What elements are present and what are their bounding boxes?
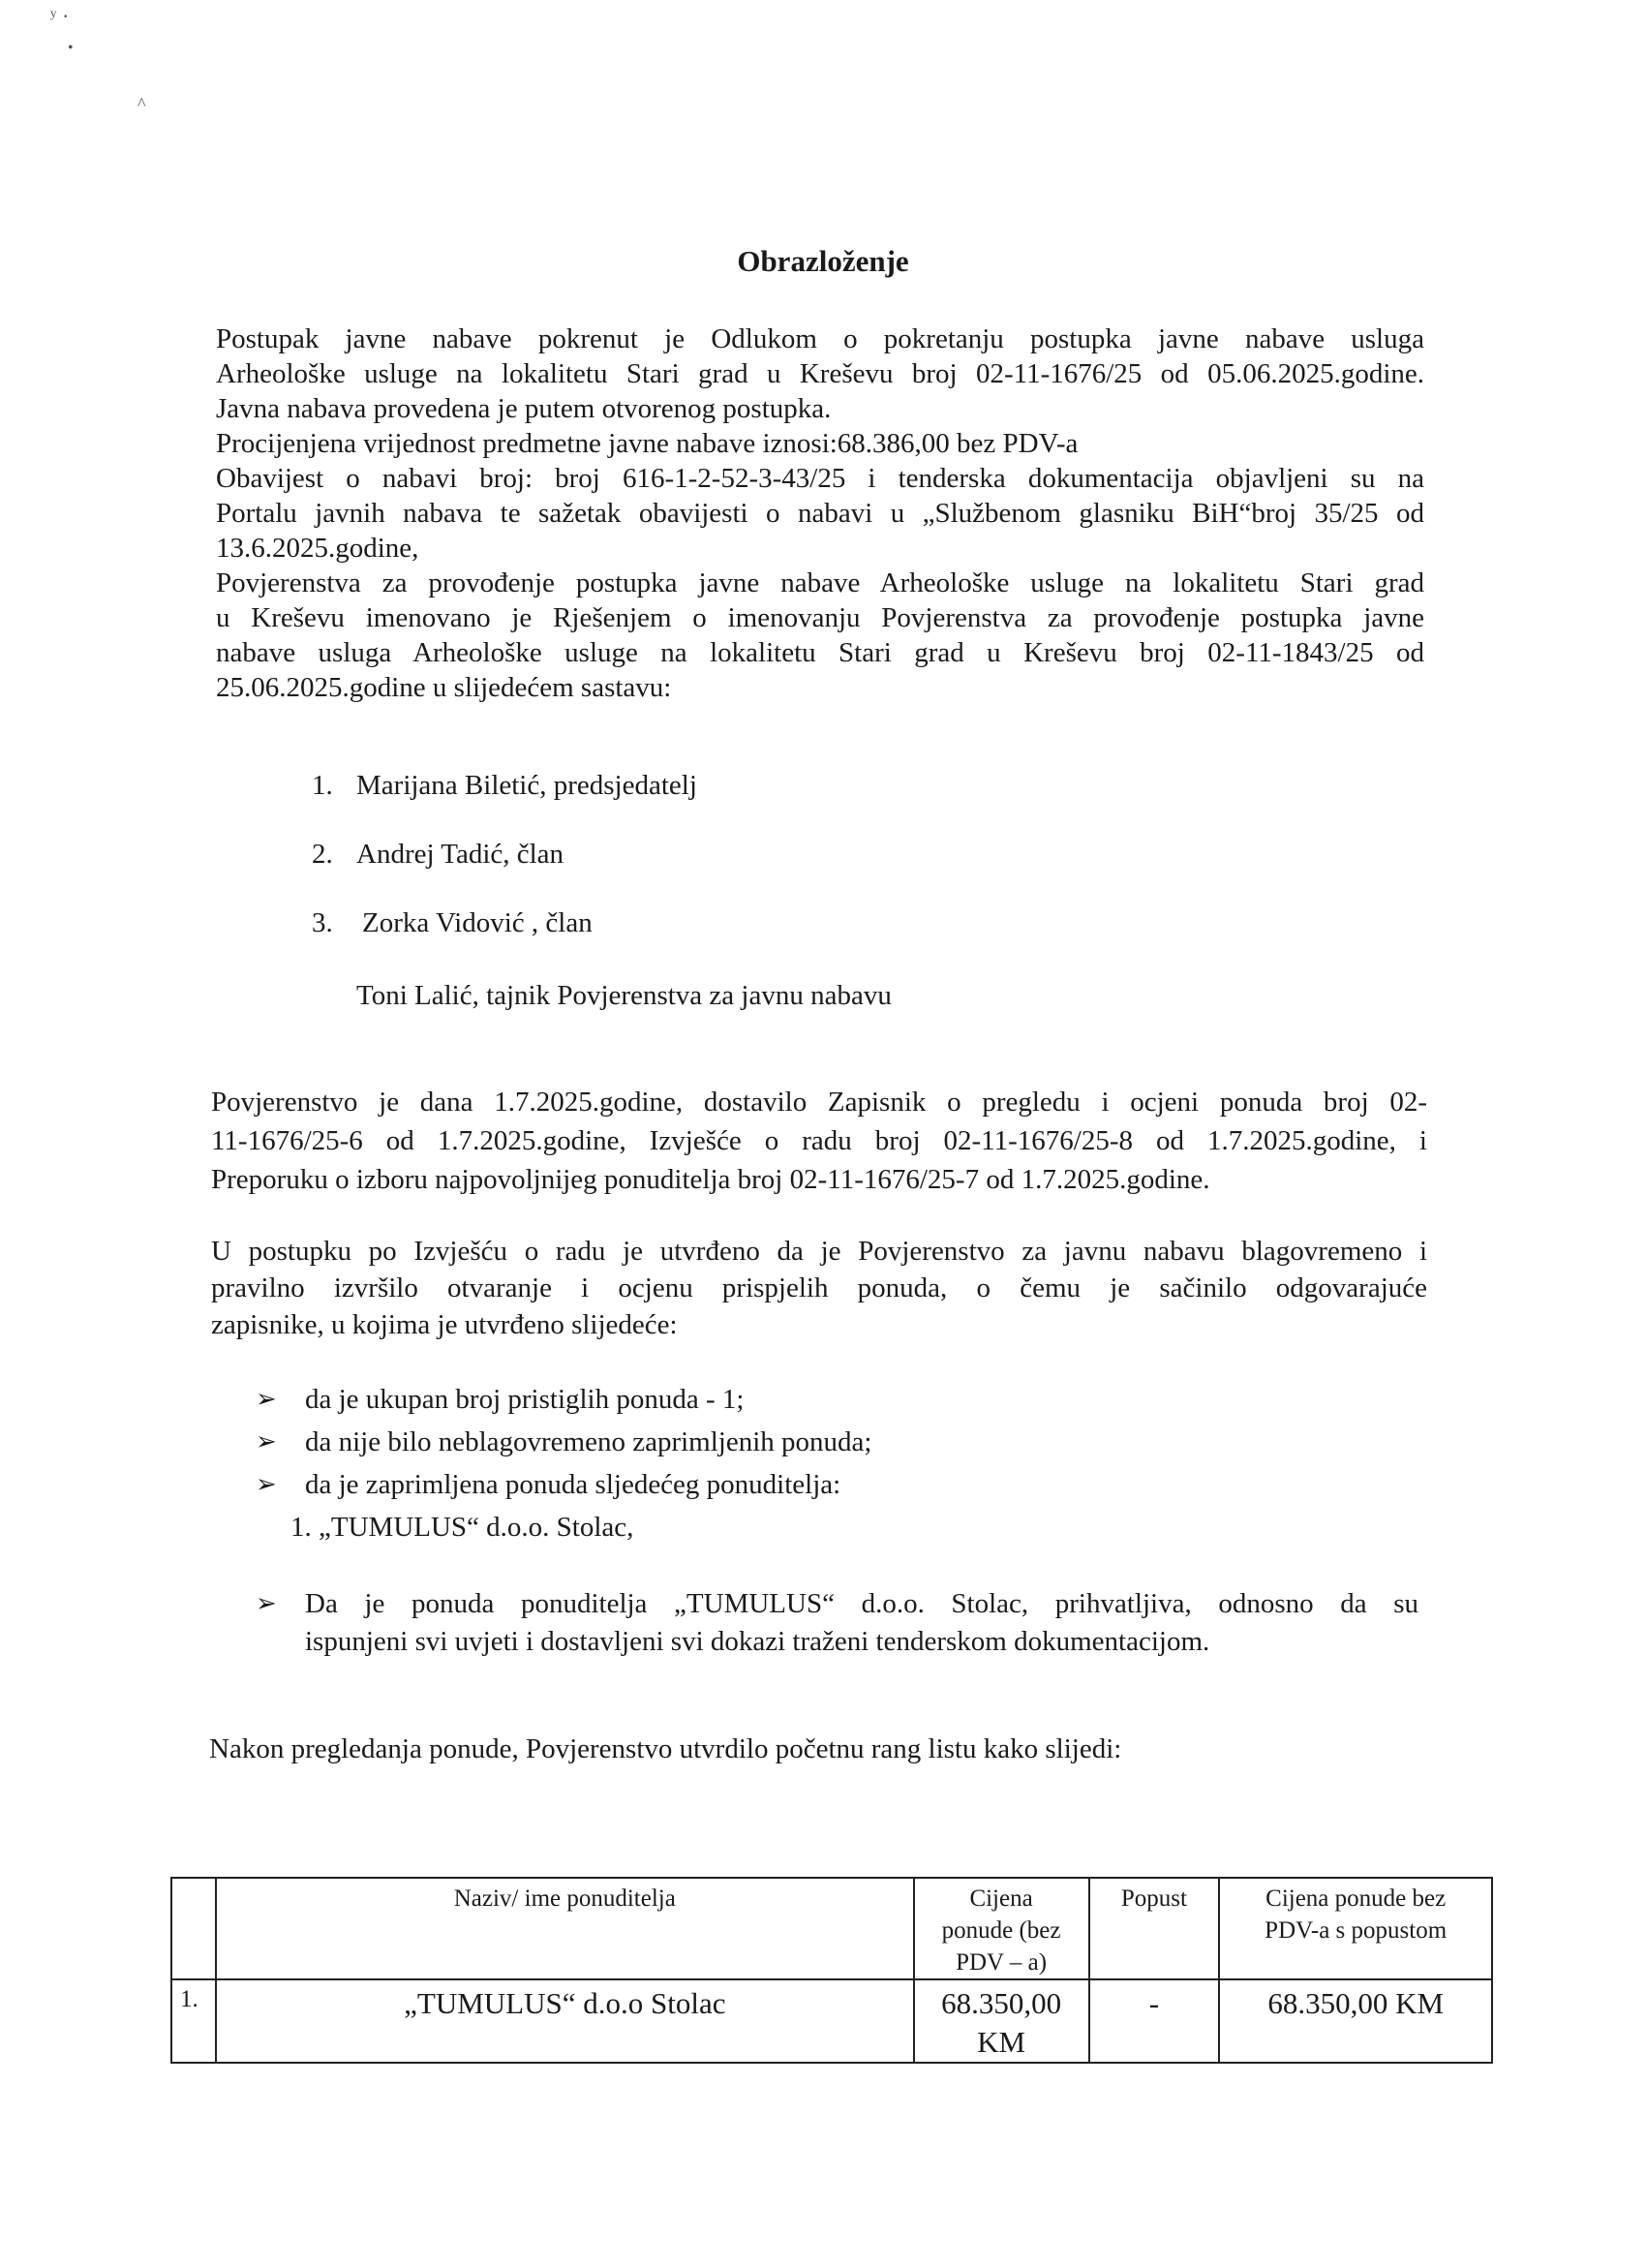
secretary: Toni Lalić, tajnik Povjerenstva za javnu nabavu: [356, 980, 892, 1011]
header-final-line: Cijena ponude bez: [1265, 1885, 1447, 1912]
arrow-bullet-icon: ➢: [256, 1385, 277, 1413]
member-name: Marijana Biletić, predsjedatelj: [356, 770, 697, 801]
table-header-row: [171, 1878, 1492, 1979]
member-name: Zorka Vidović , član: [362, 907, 593, 938]
header-final: [1219, 1878, 1492, 1979]
header-name: Naziv/ ime ponuditelja: [216, 1878, 914, 1979]
header-price-line: Cijena: [969, 1885, 1033, 1912]
arrow-bullet-icon: ➢: [256, 1427, 277, 1456]
scan-mark-top-left-dot: •: [68, 40, 74, 56]
table-row: [171, 1979, 1492, 2063]
discount-value: -: [1089, 1979, 1220, 2063]
bid-price-line: KM: [977, 2025, 1026, 2059]
arrow-bullet-icon: ➢: [256, 1589, 277, 1617]
bullet-item: da nije bilo neblagovremeno zaprimljenih ponuda;: [305, 1426, 872, 1457]
member-number: 2.: [312, 839, 333, 870]
paragraph-line: u Kreševu imenovano je Rješenjem o imenovanju Povjerenstva za provođenje postupka javne: [216, 602, 1424, 633]
paragraph-line: Portalu javnih nabava te sažetak obavijesti o nabavi u „Službenom glasniku BiH“broj 35/25 od: [216, 498, 1424, 529]
paragraph-line: Povjerenstva za provođenje postupka javne nabave Arheološke usluge na lokalitetu Stari grad: [216, 567, 1424, 598]
header-discount: Popust: [1089, 1878, 1220, 1979]
bullet-item: da je zaprimljena ponuda sljedećeg ponuditelja:: [305, 1469, 841, 1500]
paragraph-line: U postupku po Izvješću o radu je utvrđeno da je Povjerenstvo za javnu nabavu blagovremeno i: [211, 1236, 1427, 1267]
paragraph-line: nabave usluga Arheološke usluge na lokalitetu Stari grad u Kreševu broj 02-11-1843/25 od: [216, 637, 1424, 668]
paragraph-line: zapisnike, u kojima je utvrđeno slijedeće:: [211, 1309, 678, 1340]
paragraph-line: 13.6.2025.godine,: [216, 533, 419, 564]
header-num-cell: [171, 1878, 216, 1979]
header-final-line: PDV-a s popustom: [1265, 1917, 1448, 1944]
paragraph-line: Procijenjena vrijednost predmetne javne nabave iznosi:68.386,00 bez PDV-a: [216, 428, 1079, 459]
ranking-table: [170, 1877, 1493, 2064]
paragraph-line: 25.06.2025.godine u slijedećem sastavu:: [216, 672, 672, 703]
member-name: Andrej Tadić, član: [356, 839, 564, 870]
header-price-line: ponude (bez: [941, 1917, 1061, 1944]
paragraph-line: Povjerenstvo je dana 1.7.2025.godine, dostavilo Zapisnik o pregledu i ocjeni ponuda broj 02-: [211, 1087, 1427, 1118]
bid-price-line: 68.350,00: [941, 1986, 1062, 2020]
paragraph-line: Postupak javne nabave pokrenut je Odlukom o pokretanju postupka javne nabave usluga: [216, 323, 1424, 354]
paragraph-line: Preporuku o izboru najpovoljnijeg ponuditelja broj 02-11-1676/25-7 od 1.7.2025.godine.: [211, 1164, 1210, 1195]
arrow-bullet-icon: ➢: [256, 1470, 277, 1498]
member-number: 1.: [312, 770, 333, 801]
scan-mark-caret: ^: [137, 94, 146, 113]
scan-mark-top-left: ʸ ·: [50, 4, 70, 28]
bullet-item: da je ukupan broj pristiglih ponuda - 1;: [305, 1384, 745, 1415]
paragraph-line: Obavijest o nabavi broj: broj 616-1-2-52-3-43/25 i tenderska dokumentacija objavljeni su na: [216, 463, 1424, 494]
paragraph-line: 11-1676/25-6 od 1.7.2025.godine, Izvješće o radu broj 02-11-1676/25-8 od 1.7.2025.godine, i: [211, 1125, 1427, 1156]
member-number: 3.: [312, 907, 333, 938]
header-price-line: PDV – a): [956, 1949, 1048, 1976]
page-title: Obrazloženje: [737, 244, 909, 278]
header-price: [914, 1878, 1089, 1979]
paragraph-line: Javna nabava provedena je putem otvorenog postupka.: [216, 393, 832, 424]
paragraph-line: Nakon pregledanja ponude, Povjerenstvo utvrdilo početnu rang listu kako slijedi:: [209, 1733, 1122, 1764]
bid-price: [914, 1979, 1089, 2063]
bullet-item: ispunjeni svi uvjeti i dostavljeni svi dokazi traženi tenderskom dokumentacijom.: [305, 1626, 1210, 1657]
final-price: 68.350,00 KM: [1219, 1979, 1492, 2063]
bidder-sub-item: 1. „TUMULUS“ d.o.o. Stolac,: [290, 1512, 634, 1543]
row-number: 1.: [171, 1979, 216, 2063]
paragraph-line: pravilno izvršilo otvaranje i ocjenu prispjelih ponuda, o čemu je sačinilo odgovarajuće: [211, 1272, 1427, 1303]
bidder-name: „TUMULUS“ d.o.o Stolac: [216, 1979, 914, 2063]
bullet-item: Da je ponuda ponuditelja „TUMULUS“ d.o.o. Stolac, prihvatljiva, odnosno da su: [305, 1588, 1418, 1619]
paragraph-line: Arheološke usluge na lokalitetu Stari grad u Kreševu broj 02-11-1676/25 od 05.06.2025.godine.: [216, 358, 1424, 389]
